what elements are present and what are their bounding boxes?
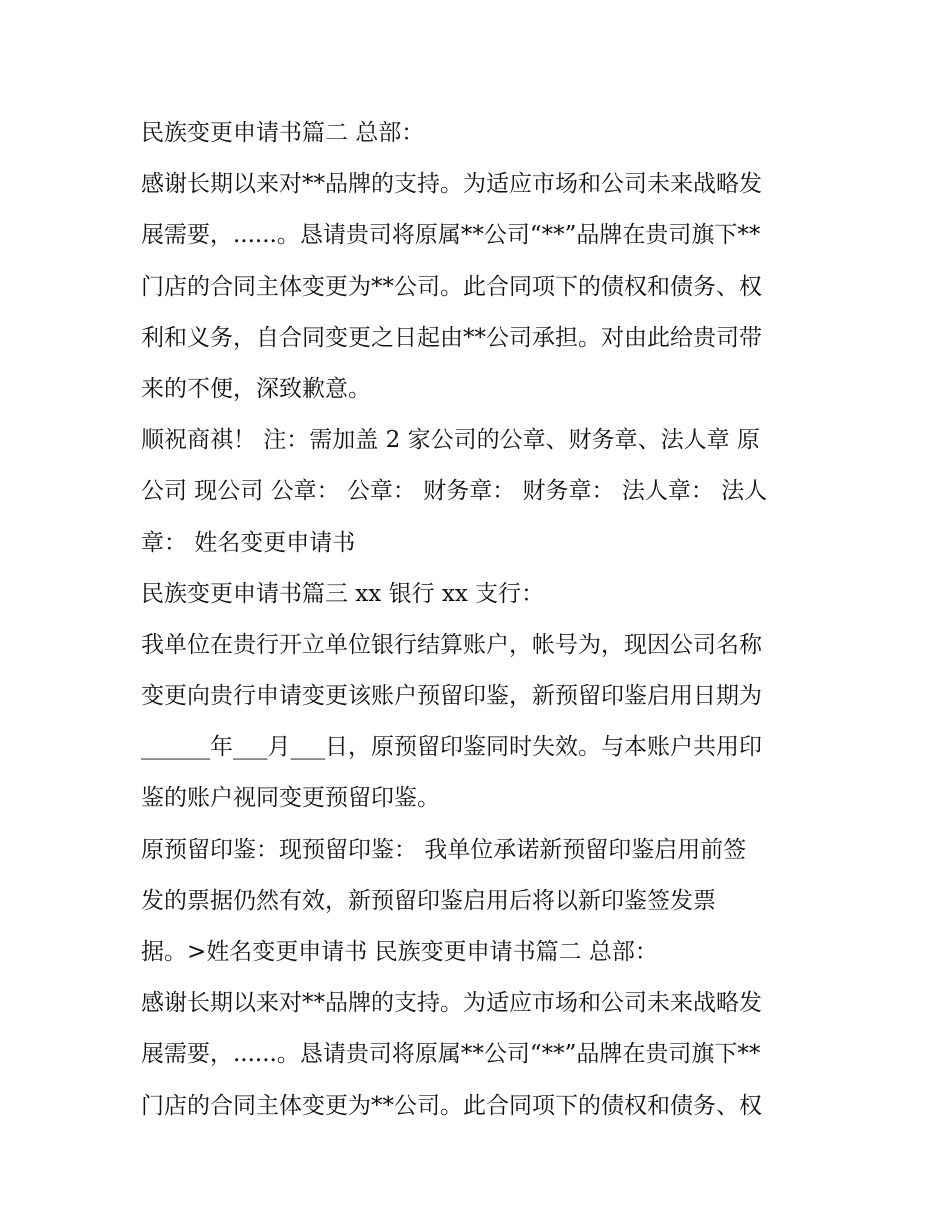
text-line-16: 发的票据仍然有效，新预留印鉴启用后将以新印鉴签发票 [141, 887, 716, 914]
text-line-4: 门店的合同主体变更为**公司。此合同项下的债权和债务、权 [141, 273, 762, 300]
text-line-6: 来的不便，深致歉意。 [141, 375, 371, 402]
text-line-7: 顺祝商祺！ 注：需加盖 2 家公司的公章、财务章、法人章 原 [141, 427, 760, 454]
text-line-2: 感谢长期以来对**品牌的支持。为适应市场和公司未来战略发 [141, 171, 762, 198]
text-line-3: 展需要，......。恳请贵司将原属**公司“**”品牌在贵司旗下** [141, 222, 761, 249]
text-line-10: 民族变更申请书篇三 xx 银行 xx 支行： [141, 580, 545, 607]
document-body [141, 108, 821, 1132]
text-line-18: 感谢长期以来对**品牌的支持。为适应市场和公司未来战略发 [141, 990, 762, 1017]
text-line-8: 公司 现公司 公章： 公章： 财务章： 财务章： 法人章： 法人 [141, 478, 768, 505]
text-line-14: 鉴的账户视同变更预留印鉴。 [141, 785, 440, 812]
text-line-1: 民族变更申请书篇二 总部： [141, 120, 425, 146]
text-line-13: ______年___月___日，原预留印鉴同时失效。与本账户共用印 [141, 734, 762, 761]
text-line-17: 据。>姓名变更申请书 民族变更申请书篇二 总部： [141, 939, 658, 965]
text-line-20: 门店的合同主体变更为**公司。此合同项下的债权和债务、权 [141, 1092, 762, 1119]
text-line-15: 原预留印鉴：现预留印鉴： 我单位承诺新预留印鉴启用前签 [141, 836, 747, 863]
text-line-19: 展需要，......。恳请贵司将原属**公司“**”品牌在贵司旗下** [141, 1041, 761, 1068]
text-line-9: 章： 姓名变更申请书 [141, 529, 356, 556]
text-line-11: 我单位在贵行开立单位银行结算账户，帐号为，现因公司名称 [141, 631, 762, 658]
text-line-5: 利和义务，自合同变更之日起由**公司承担。对由此给贵司带 [141, 324, 762, 351]
text-line-12: 变更向贵行申请变更该账户预留印鉴，新预留印鉴启用日期为 [141, 683, 762, 710]
